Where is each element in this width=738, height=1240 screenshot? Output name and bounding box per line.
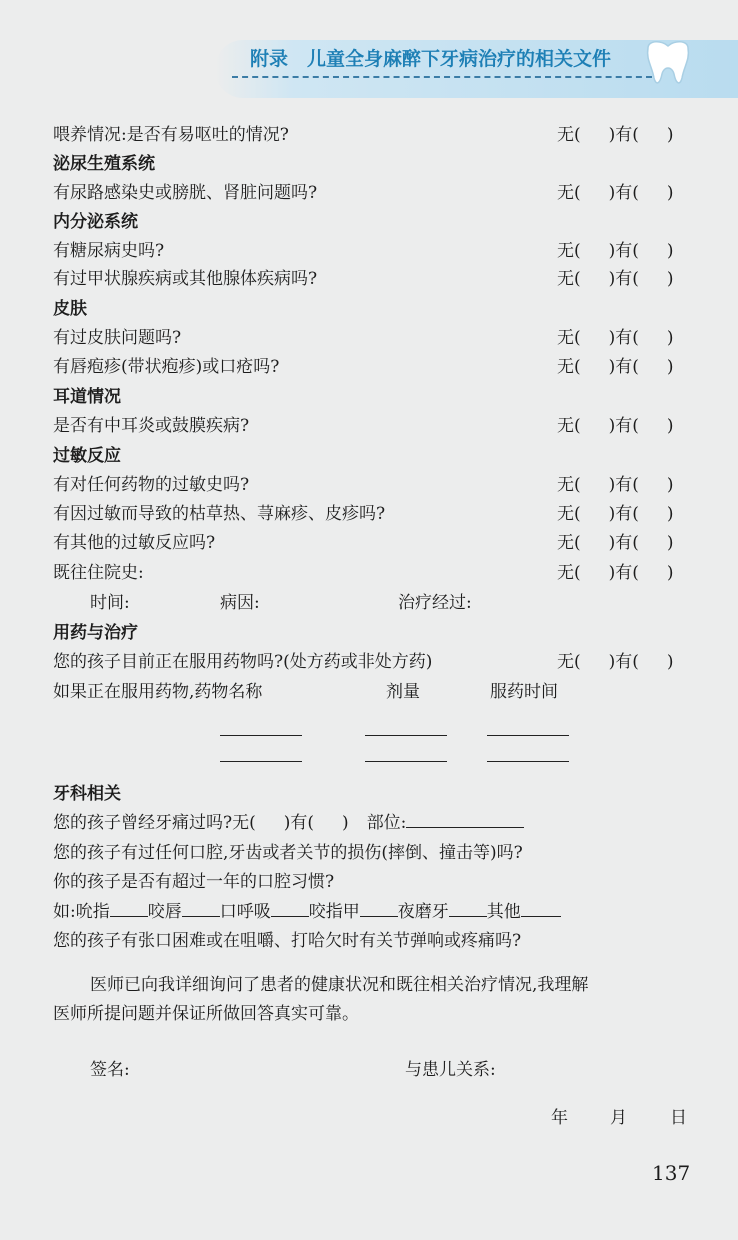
blank-lip[interactable] — [182, 900, 220, 917]
choice-other-allergy[interactable]: 无( )有( ) — [557, 533, 674, 553]
page-number: 137 — [652, 1161, 691, 1185]
header-divider — [232, 76, 652, 78]
habit-mouth-breathing: 口呼吸 — [219, 902, 271, 922]
date-year: 年 — [551, 1108, 568, 1128]
q-hayfever: 有因过敏而导致的枯草热、荨麻疹、皮疹吗? — [53, 504, 386, 524]
section-ear: 耳道情况 — [53, 387, 121, 407]
q-thyroid: 有过甲状腺疾病或其他腺体疾病吗? — [53, 269, 318, 289]
running-header: 附录 儿童全身麻醉下牙病治疗的相关文件 — [250, 48, 612, 70]
blank-other[interactable] — [521, 900, 561, 917]
q-other-allergy: 有其他的过敏反应吗? — [53, 533, 216, 553]
q-feeding: 喂养情况:是否有易呕吐的情况? — [53, 125, 289, 145]
habit-options — [53, 899, 561, 925]
blank-grinding[interactable] — [449, 900, 487, 917]
label-dose: 剂量 — [386, 682, 420, 702]
q-ear: 是否有中耳炎或鼓膜疾病? — [53, 416, 250, 436]
tooth-icon — [640, 38, 696, 88]
q-herpes: 有唇疱疹(带状疱疹)或口疮吗? — [53, 357, 280, 377]
toothache-location-label: 部位: — [366, 813, 407, 833]
section-allergy: 过敏反应 — [53, 446, 121, 466]
choice-hayfever[interactable]: 无( )有( ) — [557, 504, 674, 524]
blank-thumb[interactable] — [110, 900, 148, 917]
q-skin: 有过皮肤问题吗? — [53, 328, 182, 348]
q-hospital: 既往住院史: — [53, 563, 144, 583]
habit-nail: 咬指甲 — [308, 902, 360, 922]
section-dental: 牙科相关 — [53, 784, 121, 804]
q-drug-allergy: 有对任何药物的过敏史吗? — [53, 475, 250, 495]
blank-mouth-breathing[interactable] — [271, 900, 309, 917]
blank-time-1[interactable] — [487, 735, 569, 736]
habit-prefix: 如:吮指 — [53, 902, 110, 922]
toothache-location-blank[interactable] — [406, 811, 524, 828]
choice-thyroid[interactable]: 无( )有( ) — [557, 269, 674, 289]
section-meds: 用药与治疗 — [53, 623, 138, 643]
choice-herpes[interactable]: 无( )有( ) — [557, 357, 674, 377]
section-endocrine: 内分泌系统 — [53, 212, 138, 232]
q-injury: 您的孩子有过任何口腔,牙齿或者关节的损伤(摔倒、撞击等)吗? — [53, 843, 523, 863]
statement-line1: 医师已向我详细询问了患者的健康状况和既往相关治疗情况,我理解 — [90, 975, 589, 995]
choice-drug-allergy[interactable]: 无( )有( ) — [557, 475, 674, 495]
blank-dose-1[interactable] — [365, 735, 447, 736]
blank-drug-name-2[interactable] — [220, 761, 302, 762]
relation-label: 与患儿关系: — [405, 1060, 496, 1080]
q-urinary: 有尿路感染史或膀胱、肾脏问题吗? — [53, 183, 318, 203]
label-cause: 病因: — [220, 593, 260, 613]
section-urinary: 泌尿生殖系统 — [53, 154, 155, 174]
label-time: 时间: — [90, 593, 130, 613]
label-treatment: 治疗经过: — [398, 593, 472, 613]
choice-ear[interactable]: 无( )有( ) — [557, 416, 674, 436]
blank-nail[interactable] — [360, 900, 398, 917]
choice-diabetes[interactable]: 无( )有( ) — [557, 241, 674, 261]
habit-grinding: 夜磨牙 — [397, 902, 449, 922]
choice-meds[interactable]: 无( )有( ) — [557, 652, 674, 672]
habit-other: 其他 — [486, 902, 521, 922]
toothache-choice[interactable]: 无( )有( ) — [232, 813, 349, 833]
choice-hospital[interactable]: 无( )有( ) — [557, 563, 674, 583]
toothache-text: 您的孩子曾经牙痛过吗? — [53, 813, 233, 833]
q-habit: 你的孩子是否有超过一年的口腔习惯? — [53, 872, 335, 892]
habit-lip: 咬唇 — [147, 902, 182, 922]
section-skin: 皮肤 — [53, 299, 87, 319]
q-tmj: 您的孩子有张口困难或在咀嚼、打哈欠时有关节弹响或疼痛吗? — [53, 931, 522, 951]
blank-time-2[interactable] — [487, 761, 569, 762]
q-meds: 您的孩子目前正在服用药物吗?(处方药或非处方药) — [53, 652, 433, 672]
date-month: 月 — [610, 1108, 627, 1128]
q-diabetes: 有糖尿病史吗? — [53, 241, 165, 261]
choice-skin[interactable]: 无( )有( ) — [557, 328, 674, 348]
date-day: 日 — [670, 1108, 687, 1128]
choice-urinary[interactable]: 无( )有( ) — [557, 183, 674, 203]
label-dose-time: 服药时间 — [490, 682, 558, 702]
q-toothache — [53, 810, 524, 836]
q-meds-detail: 如果正在服用药物,药物名称 — [53, 682, 263, 702]
signature-label: 签名: — [90, 1060, 130, 1080]
statement-line2: 医师所提问题并保证所做回答真实可靠。 — [53, 1004, 359, 1024]
blank-dose-2[interactable] — [365, 761, 447, 762]
blank-drug-name-1[interactable] — [220, 735, 302, 736]
choice-feeding[interactable]: 无( )有( ) — [557, 125, 674, 145]
